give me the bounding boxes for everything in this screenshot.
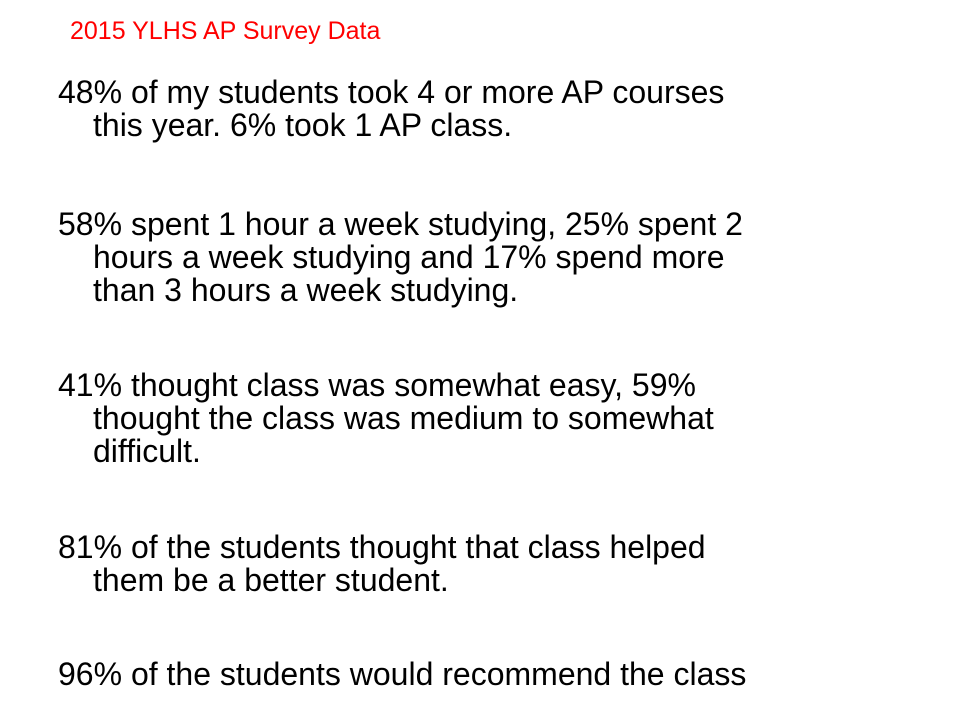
survey-point-line: hours a week studying and 17% spend more — [93, 239, 725, 275]
survey-point-study-time — [58, 208, 918, 307]
survey-point-line: difficult. — [93, 433, 201, 469]
survey-point-line: than 3 hours a week studying. — [93, 272, 519, 308]
survey-point-ap-courses — [58, 76, 918, 142]
survey-point-line: this year. 6% took 1 AP class. — [93, 107, 513, 143]
survey-point-line: 48% of my students took 4 or more AP courses — [58, 74, 725, 110]
survey-point-better-student — [58, 531, 918, 597]
survey-point-line: them be a better student. — [93, 562, 449, 598]
survey-point-recommend — [58, 658, 918, 691]
survey-point-line: 58% spent 1 hour a week studying, 25% spent 2 — [58, 206, 743, 242]
survey-point-line: 96% of the students would recommend the class — [58, 656, 747, 692]
survey-point-line: 81% of the students thought that class helped — [58, 529, 706, 565]
survey-point-line: 41% thought class was somewhat easy, 59% — [58, 367, 696, 403]
slide-title: 2015 YLHS AP Survey Data — [70, 17, 381, 45]
survey-point-difficulty — [58, 369, 918, 468]
survey-point-line: thought the class was medium to somewhat — [93, 400, 714, 436]
